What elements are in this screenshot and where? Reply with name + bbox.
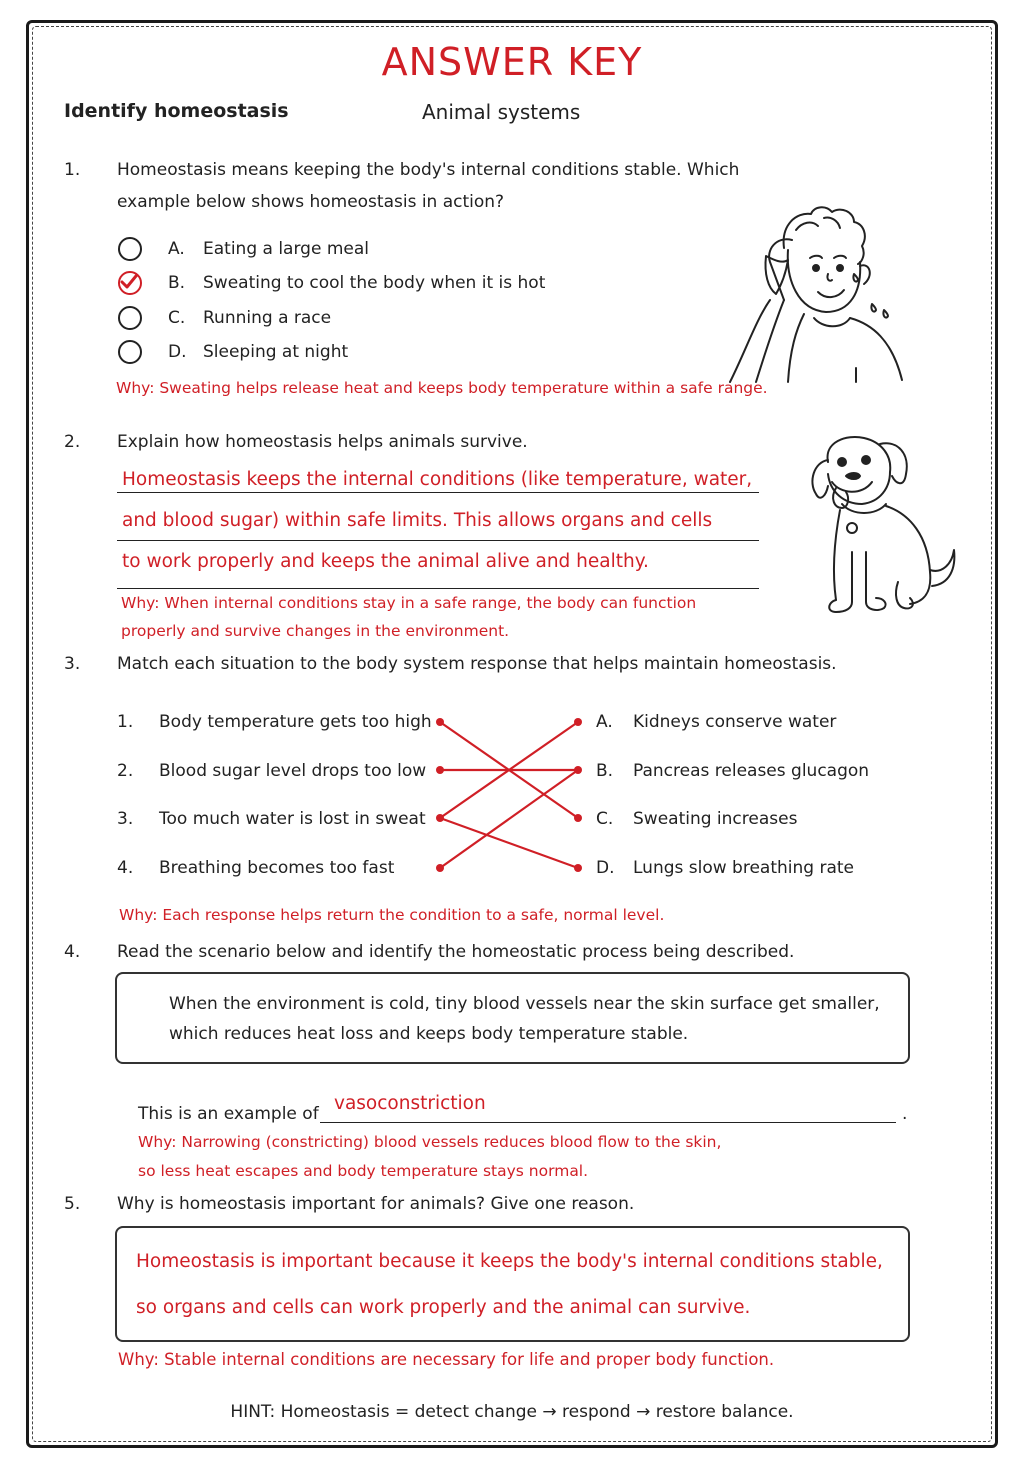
match-dot[interactable] <box>436 718 444 726</box>
q1-option-a[interactable] <box>118 237 142 261</box>
match-dot[interactable] <box>574 864 582 872</box>
sweating-boy-illustration <box>726 200 906 385</box>
q1-prompt-line1: Homeostasis means keeping the body's internal conditions stable. Which <box>117 160 740 180</box>
q3-right-item-c: Sweating increases <box>633 809 798 829</box>
q3-left-num-2: 2. <box>117 761 134 781</box>
q2-writing-line <box>117 588 759 589</box>
q3-left-item-2: Blood sugar level drops too low <box>159 761 427 781</box>
q4-prompt: Read the scenario below and identify the homeostatic process being described. <box>117 942 795 962</box>
q1-why: Why: Sweating helps release heat and keeps body temperature within a safe range. <box>116 379 768 397</box>
match-line-4-b <box>440 770 578 868</box>
q5-number: 5. <box>64 1194 81 1214</box>
match-dot[interactable] <box>574 766 582 774</box>
q1-option-a-letter: A. <box>168 239 185 259</box>
q1-option-b[interactable] <box>118 271 142 295</box>
radio-circle-selected[interactable] <box>118 271 142 295</box>
q2-why-line2: properly and survive changes in the environment. <box>121 622 510 640</box>
q2-writing-line <box>117 540 759 541</box>
q3-why: Why: Each response helps return the condition to a safe, normal level. <box>119 906 665 924</box>
q4-scenario-box <box>115 972 910 1064</box>
q3-left-item-4: Breathing becomes too fast <box>159 858 395 878</box>
q2-answer-line2: and blood sugar) within safe limits. This allows organs and cells <box>122 510 713 531</box>
q3-right-item-b: Pancreas releases glucagon <box>633 761 870 781</box>
q3-right-item-a: Kidneys conserve water <box>633 712 837 732</box>
q5-prompt: Why is homeostasis important for animals? Give one reason. <box>117 1194 635 1214</box>
match-line-4-d <box>440 818 578 868</box>
q3-right-letter-a: A. <box>596 712 613 732</box>
checkmark-icon <box>117 270 141 294</box>
q1-option-c[interactable] <box>118 306 142 330</box>
q5-answer-box <box>115 1226 910 1342</box>
q1-option-d-letter: D. <box>168 342 187 362</box>
q1-option-d-text: Sleeping at night <box>203 342 349 362</box>
match-dot[interactable] <box>574 814 582 822</box>
q2-why-line1: Why: When internal conditions stay in a safe range, the body can function <box>121 594 697 612</box>
q4-scenario-line2: which reduces heat loss and keeps body temperature stable. <box>169 1024 689 1044</box>
page-title: ANSWER KEY <box>381 40 643 84</box>
q1-option-b-letter: B. <box>168 273 186 293</box>
q1-number: 1. <box>64 160 81 180</box>
q3-left-item-1: Body temperature gets too high <box>159 712 432 732</box>
q3-number: 3. <box>64 654 81 674</box>
q4-period: . <box>902 1104 908 1124</box>
q3-right-letter-c: C. <box>596 809 614 829</box>
match-dot[interactable] <box>436 814 444 822</box>
q4-number: 4. <box>64 942 81 962</box>
q5-why: Why: Stable internal conditions are necessary for life and proper body function. <box>118 1350 775 1369</box>
q3-right-letter-d: D. <box>596 858 615 878</box>
q4-why-line2: so less heat escapes and body temperature stays normal. <box>138 1162 589 1180</box>
worksheet-topic: Identify homeostasis <box>64 100 289 122</box>
q4-scenario-line1: When the environment is cold, tiny blood vessels near the skin surface get smaller, <box>169 994 880 1014</box>
radio-circle[interactable] <box>118 306 142 330</box>
match-dot[interactable] <box>436 766 444 774</box>
match-dot[interactable] <box>574 718 582 726</box>
q3-right-letter-b: B. <box>596 761 614 781</box>
q2-prompt: Explain how homeostasis helps animals survive. <box>117 432 528 452</box>
q5-answer-line2: so organs and cells can work properly and the animal can survive. <box>136 1297 751 1318</box>
q3-right-item-d: Lungs slow breathing rate <box>633 858 855 878</box>
q1-prompt-line2: example below shows homeostasis in action? <box>117 192 505 212</box>
q1-option-b-text: Sweating to cool the body when it is hot <box>203 273 546 293</box>
q1-option-a-text: Eating a large meal <box>203 239 369 259</box>
q3-left-num-3: 3. <box>117 809 134 829</box>
q4-answer-line[interactable] <box>320 1122 896 1123</box>
q2-answer-line3: to work properly and keeps the animal alive and healthy. <box>122 551 649 572</box>
q3-left-item-3: Too much water is lost in sweat <box>159 809 426 829</box>
radio-circle[interactable] <box>118 237 142 261</box>
q3-left-num-4: 4. <box>117 858 134 878</box>
match-dot[interactable] <box>436 864 444 872</box>
q1-option-c-text: Running a race <box>203 308 332 328</box>
q4-fill-label: This is an example of <box>138 1104 319 1124</box>
q2-writing-line <box>117 492 759 493</box>
hint-text: HINT: Homeostasis = detect change → respond → restore balance. <box>230 1402 794 1422</box>
q3-matching-lines <box>430 710 590 880</box>
q2-number: 2. <box>64 432 81 452</box>
q4-answer: vasoconstriction <box>334 1093 486 1114</box>
q3-prompt: Match each situation to the body system response that helps maintain homeostasis. <box>117 654 837 674</box>
dog-illustration <box>806 432 966 617</box>
q5-answer-line1: Homeostasis is important because it keeps the body's internal conditions stable, <box>136 1251 883 1272</box>
q2-answer-line1: Homeostasis keeps the internal conditions (like temperature, water, <box>122 469 753 490</box>
worksheet-unit: Animal systems <box>422 100 581 124</box>
q3-left-num-1: 1. <box>117 712 134 732</box>
q4-why-line1: Why: Narrowing (constricting) blood vessels reduces blood flow to the skin, <box>138 1133 722 1151</box>
radio-circle[interactable] <box>118 340 142 364</box>
q1-option-c-letter: C. <box>168 308 186 328</box>
q1-option-d[interactable] <box>118 340 142 364</box>
